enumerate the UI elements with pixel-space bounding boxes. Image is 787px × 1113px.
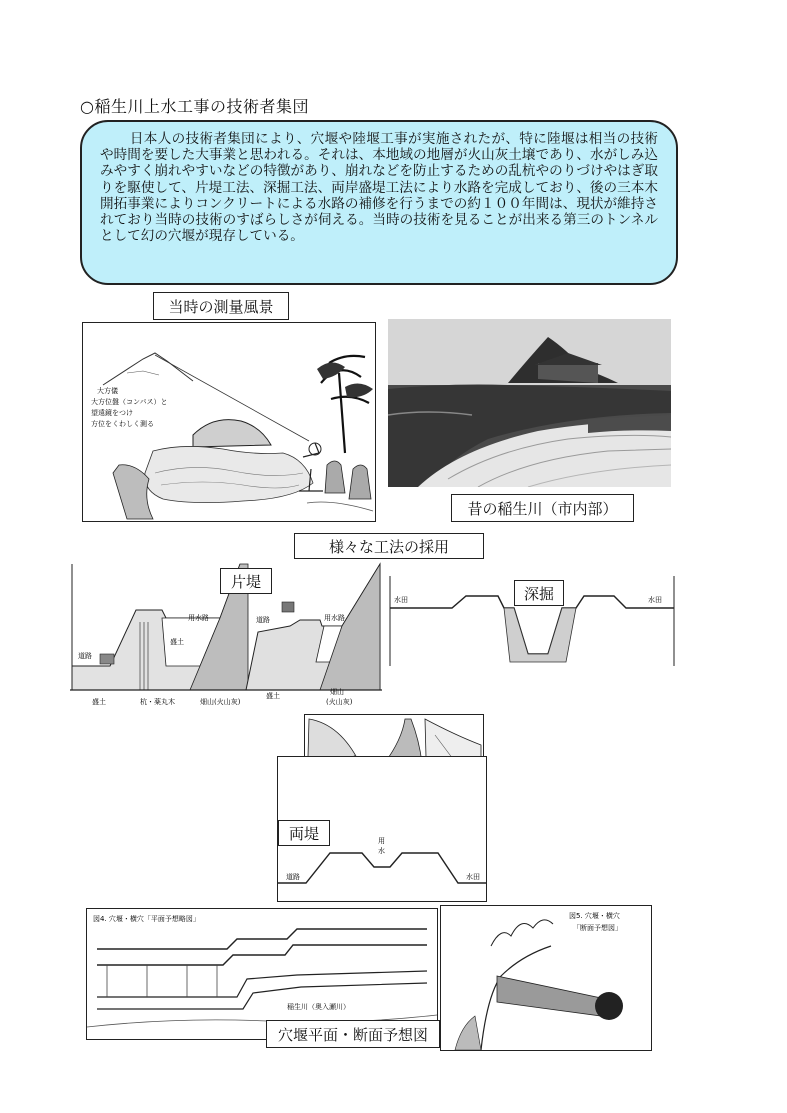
survey-illustration xyxy=(82,322,376,522)
katatei-label-road: 道路 xyxy=(78,652,92,660)
survey-label: 当時の測量風景 xyxy=(153,292,289,320)
ryoutei-label-left: 道路 xyxy=(286,873,300,881)
katatei-label-morido-bottom: 盛土 xyxy=(92,698,106,706)
survey-caption-line4: 方位をくわしく測る xyxy=(91,420,154,428)
fukabori-label-left: 水田 xyxy=(394,596,408,604)
katatei-label-kui: 杭・薬丸木 xyxy=(140,698,175,706)
katatei-label-morido2: 盛土 xyxy=(266,692,280,700)
ryoutei-label: 両堤 xyxy=(278,820,330,846)
anaseki-label: 穴堰平面・断面予想図 xyxy=(266,1020,440,1048)
katatei-label-mountain2b: (火山灰) xyxy=(326,698,353,706)
ryoutei-label-right: 水田 xyxy=(466,873,480,881)
ryoutei-label-center-top: 用 xyxy=(378,837,385,845)
katatei-label-morido: 盛土 xyxy=(170,638,184,646)
katatei-label-yousuiro2: 用水路 xyxy=(324,614,345,622)
old-river-photo xyxy=(388,319,671,487)
fukabori-label-right: 水田 xyxy=(648,596,662,604)
fukabori-label: 深掘 xyxy=(514,580,564,606)
page-heading: ○稲生川上水工事の技術者集団 xyxy=(80,97,309,116)
survey-caption-line3: 望遠鏡をつけ xyxy=(91,409,133,417)
anaseki-section-line1: 図5. 穴堰・横穴 xyxy=(569,912,620,920)
intro-text: 日本人の技術者集団により、穴堰や陸堰工事が実施されたが、特に陸堰は相当の技術や時間を要した大事業と思われる。それは、本地域の地層が火山灰土壌であり、水がしみ込みやすく崩れやすいなどの特徴があり、崩れなどを防止するための乱杭やのりづけやはぎ取りを駆使して、片堤工法、深掘工法、両岸盛堤工法により水路を完成しており、後の三本木開拓事業によりコンクリートによる水路の補修を行うまでの約１００年間は、現状が維持されており当時の技術のすばらしさが伺える。当時の技術を見ることが出来る第三のトンネルとして幻の穴堰が現存している。 xyxy=(100,131,658,245)
anaseki-section-line2: 「断面予想図」 xyxy=(573,924,622,932)
survey-caption-line1: 大方儀 xyxy=(97,387,118,395)
anaseki-section xyxy=(440,905,652,1051)
intro-box xyxy=(80,120,678,285)
methods-label: 様々な工法の採用 xyxy=(294,533,484,559)
anaseki-plan-river: 稲生川（奥入瀬川） xyxy=(287,1003,350,1011)
old-river-label: 昔の稲生川（市内部） xyxy=(451,494,634,522)
anaseki-plan-title: 図4. 穴堰・横穴「平面予想略図」 xyxy=(93,915,200,923)
katatei-label: 片堤 xyxy=(220,568,272,594)
katatei-label-mountain2: 畑山 xyxy=(330,688,344,696)
katatei-label-road2: 道路 xyxy=(256,616,270,624)
katatei-label-yousuiro: 用水路 xyxy=(188,614,209,622)
ryoutei-label-center-bottom: 水 xyxy=(378,847,385,855)
katatei-label-mountain: 畑山(火山灰) xyxy=(200,698,241,706)
survey-caption-line2: 大方位盤（コンパス）と xyxy=(91,398,168,406)
